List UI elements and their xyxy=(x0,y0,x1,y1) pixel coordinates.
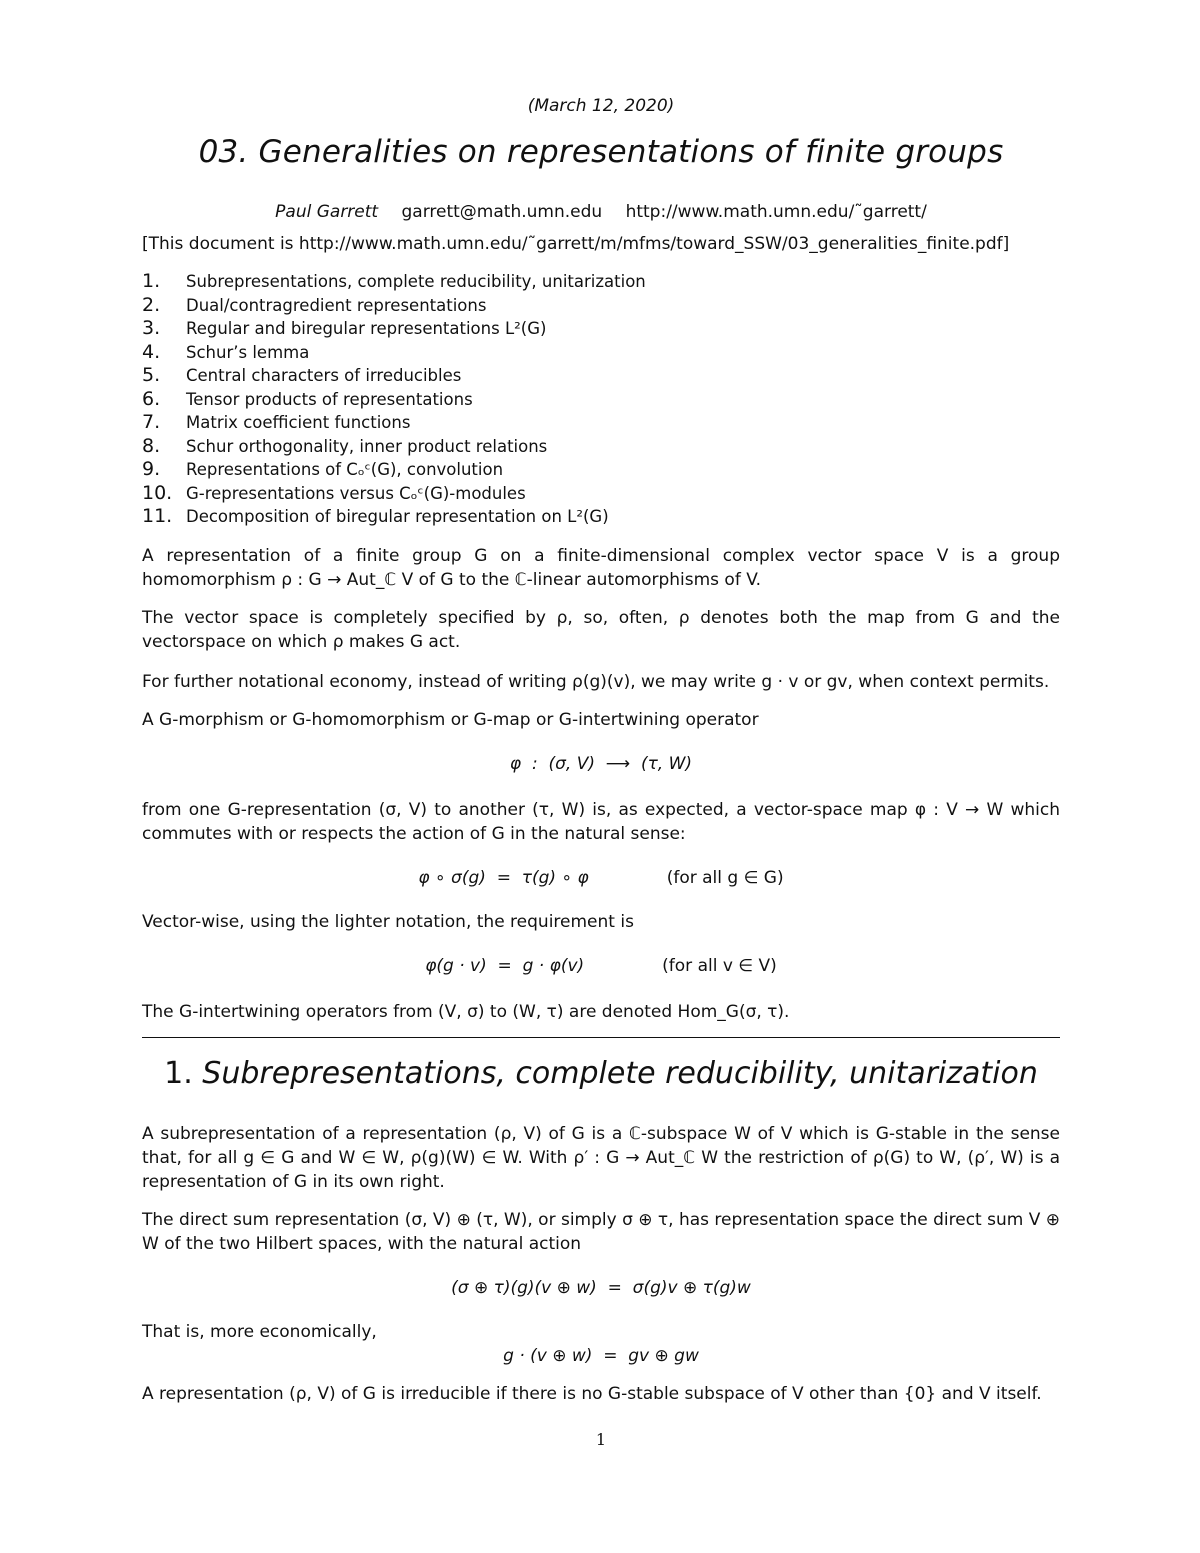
toc-item-number: 4. xyxy=(142,340,161,363)
toc-item xyxy=(142,270,646,294)
section-title: Subrepresentations, complete reducibility, unitarization xyxy=(202,1056,1038,1091)
paragraph-direct-sum: The direct sum representation (σ, V) ⊕ (τ, W), or simply σ ⊕ τ, has representation space the direct sum V ⊕ W of the two Hilbert spaces, with the natural action xyxy=(142,1210,1060,1254)
paragraph-economically: That is, more economically, xyxy=(142,1322,377,1342)
toc-item-number: 2. xyxy=(142,293,161,316)
equation-vector-wise-formula: φ(g · v) = g · φ(v) xyxy=(425,956,585,976)
toc-item xyxy=(142,317,646,341)
document-title: 03. Generalities on representations of finite groups xyxy=(198,134,1004,170)
equation-vector-wise xyxy=(142,956,1060,976)
toc-item-number: 7. xyxy=(142,411,161,433)
toc-item xyxy=(142,388,646,412)
toc-item-label: Schur orthogonality, inner product relations xyxy=(186,436,548,456)
toc-item-label: Schur’s lemma xyxy=(186,342,310,362)
toc-item xyxy=(142,505,646,529)
toc-item-label: Representations of Cₒᶜ(G), convolution xyxy=(186,460,504,479)
toc-item xyxy=(142,458,646,482)
toc-item-label: Tensor products of representations xyxy=(186,389,473,409)
paragraph-g-morphism: A G-morphism or G-homomorphism or G-map or G-intertwining operator xyxy=(142,710,759,730)
document-date: (March 12, 2020) xyxy=(527,96,675,116)
toc-item xyxy=(142,294,646,318)
toc-item xyxy=(142,482,646,506)
toc-item xyxy=(142,411,646,435)
toc-item-number: 10. xyxy=(142,481,173,504)
toc-item-number: 5. xyxy=(142,364,161,386)
toc-item xyxy=(142,341,646,365)
equation-direct-sum-action: (σ ⊕ τ)(g)(v ⊕ w) = σ(g)v ⊕ τ(g)w xyxy=(451,1278,751,1298)
toc-item-number: 6. xyxy=(142,387,161,410)
equation-economical: g · (v ⊕ w) = gv ⊕ gw xyxy=(503,1346,699,1366)
equation-vector-wise-condition: (for all v ∈ V) xyxy=(662,956,777,976)
author-name: Paul Garrett xyxy=(275,202,379,222)
paragraph-hom-notation: The G-intertwining operators from (V, σ) to (W, τ) are denoted Hom_G(σ, τ). xyxy=(142,1002,790,1022)
toc-item-label: Dual/contragredient representations xyxy=(186,295,487,315)
equation-commutes-formula: φ ∘ σ(g) = τ(g) ∘ φ xyxy=(418,868,589,888)
paragraph-irreducible: A representation (ρ, V) of G is irreducible if there is no G-stable subspace of V other than {0} and V itself. xyxy=(142,1384,1042,1404)
toc-item-label: Subrepresentations, complete reducibility, unitarization xyxy=(186,272,646,291)
toc-item xyxy=(142,364,646,388)
equation-commutes xyxy=(142,868,1060,888)
author-email: garrett@math.umn.edu xyxy=(401,202,603,222)
author-url: http://www.math.umn.edu/˜garrett/ xyxy=(625,202,927,222)
section-heading xyxy=(142,1056,1060,1091)
toc-item-label: Decomposition of biregular representation on L²(G) xyxy=(186,507,609,526)
toc-item-label: Regular and biregular representations L²(G) xyxy=(186,319,547,338)
toc-item-number: 1. xyxy=(142,270,161,292)
paragraph-vector-wise: Vector-wise, using the lighter notation, the requirement is xyxy=(142,912,634,932)
toc-item-number: 3. xyxy=(142,317,161,339)
toc-item-label: Matrix coefficient functions xyxy=(186,413,411,432)
paragraph-vector-space: The vector space is completely specified by ρ, so, often, ρ denotes both the map from G and the vectorspace on which ρ makes G act. xyxy=(142,608,1060,652)
toc-item-number: 11. xyxy=(142,505,173,527)
toc-item-number: 8. xyxy=(142,434,161,457)
paragraph-representation-definition: A representation of a finite group G on a finite-dimensional complex vector space V is a group homomorphism ρ : G → Aut_ℂ V of G to the ℂ-linear automorphisms of V. xyxy=(142,546,1060,590)
page-number: 1 xyxy=(595,1430,607,1449)
paragraph-notation: For further notational economy, instead of writing ρ(g)(v), we may write g · v or gv, when context permits. xyxy=(142,672,1050,692)
table-of-contents xyxy=(142,270,646,529)
author-line xyxy=(142,202,1060,222)
toc-item-label: G-representations versus Cₒᶜ(G)-modules xyxy=(186,483,526,503)
toc-item-label: Central characters of irreducibles xyxy=(186,366,462,385)
document-url-note: [This document is http://www.math.umn.edu/˜garrett/m/mfms/toward_SSW/03_generalities_finite.pdf] xyxy=(142,234,1010,254)
toc-item-number: 9. xyxy=(142,458,161,480)
section-divider xyxy=(142,1037,1060,1038)
paragraph-subrepresentation: A subrepresentation of a representation (ρ, V) of G is a ℂ-subspace W of V which is G-stable in the sense that, for all g ∈ G and W ∈ W, ρ(g)(W) ∈ W. With ρ′ : G → Aut_ℂ W the restriction of ρ(G) to W, (ρ′, W) is a representation of G in its own right. xyxy=(142,1124,1060,1192)
paragraph-vector-space-map: from one G-representation (σ, V) to another (τ, W) is, as expected, a vector-space map φ : V → W which commutes with or respects the action of G in the natural sense: xyxy=(142,800,1060,844)
equation-commutes-condition: (for all g ∈ G) xyxy=(666,868,784,888)
equation-intertwining-map: φ : (σ, V) ⟶ (τ, W) xyxy=(509,754,693,774)
section-number: 1. xyxy=(164,1056,193,1091)
toc-item xyxy=(142,435,646,459)
